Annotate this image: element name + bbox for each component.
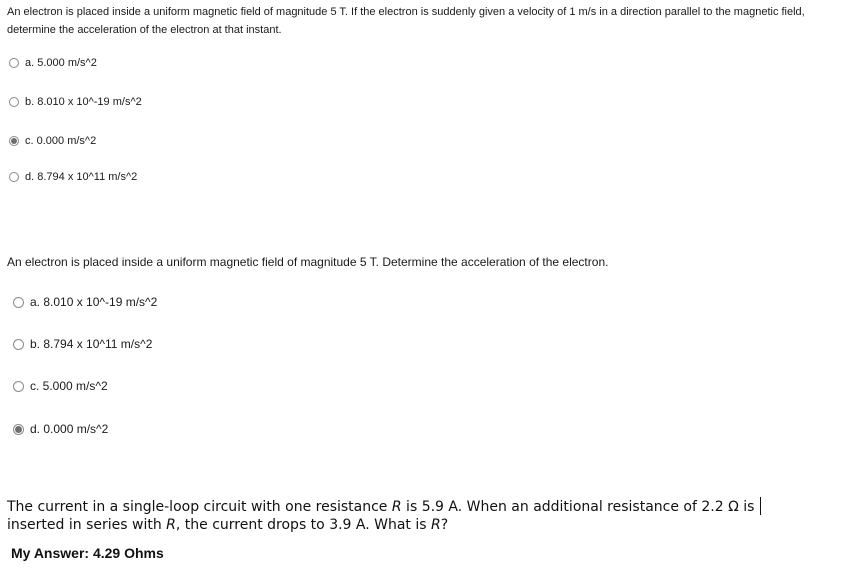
variable-r: R [431, 517, 441, 533]
option-label: d. 0.000 m/s^2 [30, 422, 109, 436]
radio-icon[interactable] [13, 381, 24, 392]
q2-option-b[interactable] [13, 337, 152, 351]
question-3-part: , the current drops to 3.9 A. What is [175, 517, 432, 533]
option-label: d. 8.794 x 10^11 m/s^2 [25, 171, 138, 183]
question-2-text: An electron is placed inside a uniform magnetic field of magnitude 5 T. Determine the acceleration of the electron. [7, 255, 609, 269]
radio-icon[interactable] [13, 297, 24, 308]
my-answer: My Answer: 4.29 Ohms [11, 545, 164, 561]
question-3-part: ? [440, 517, 449, 533]
text-cursor [760, 497, 761, 515]
radio-icon[interactable] [9, 172, 19, 182]
radio-icon[interactable] [9, 97, 19, 107]
q2-option-c[interactable] [13, 379, 108, 393]
option-label: a. 8.010 x 10^-19 m/s^2 [30, 295, 158, 309]
option-label: b. 8.794 x 10^11 m/s^2 [30, 337, 153, 351]
variable-r: R [391, 499, 402, 515]
radio-selected-icon[interactable] [9, 136, 19, 146]
radio-icon[interactable] [13, 339, 24, 350]
option-label: c. 0.000 m/s^2 [25, 135, 97, 147]
question-3-text [7, 498, 767, 534]
q1-option-c[interactable] [9, 135, 96, 147]
q1-option-a[interactable] [9, 57, 97, 69]
q2-option-a[interactable] [13, 295, 157, 309]
option-label: a. 5.000 m/s^2 [25, 57, 97, 69]
q1-option-d[interactable] [9, 171, 137, 183]
option-label: b. 8.010 x 10^-19 m/s^2 [25, 96, 142, 108]
question-3-part: The current in a single-loop circuit with one resistance [7, 499, 392, 515]
q1-option-b[interactable] [9, 96, 142, 108]
radio-icon[interactable] [9, 58, 19, 68]
question-1-text: An electron is placed inside a uniform magnetic field of magnitude 5 T. If the electron is suddenly given a velocity of 1 m/s in a direction parallel to the magnetic field, determine the acceleration of the electron at that instant. [7, 6, 805, 36]
q2-option-d[interactable] [13, 422, 108, 436]
variable-r: R [166, 517, 176, 533]
question-3-part: is 5.9 A. When an additional resistance of 2.2 Ω is inserted in series with [7, 499, 755, 533]
option-label: c. 5.000 m/s^2 [30, 379, 108, 393]
radio-selected-icon[interactable] [13, 424, 24, 435]
